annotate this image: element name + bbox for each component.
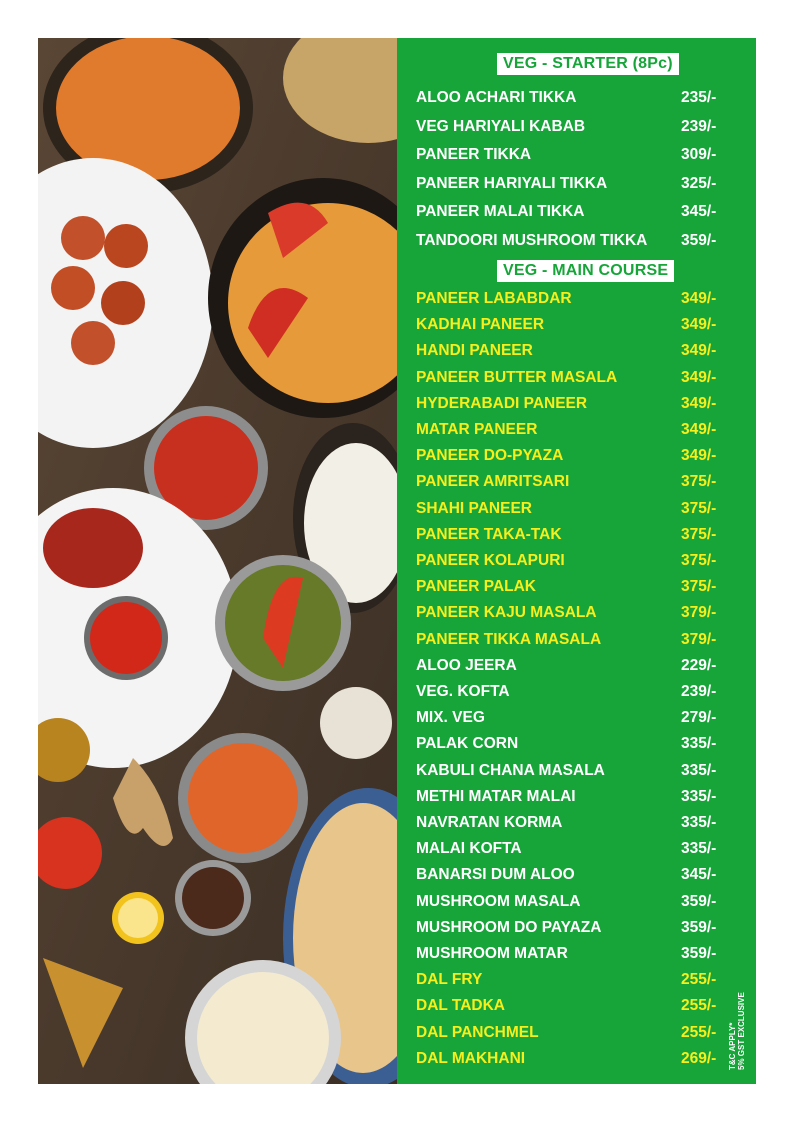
menu-item-name: MUSHROOM MASALA bbox=[416, 892, 581, 910]
menu-item bbox=[416, 733, 720, 755]
food-photo-panel bbox=[38, 38, 397, 1084]
terms-note bbox=[728, 992, 746, 1070]
menu-item-name: PANEER TAKA-TAK bbox=[416, 525, 562, 543]
menu-item-name: PANEER HARIYALI TIKKA bbox=[416, 174, 608, 192]
menu-item bbox=[416, 201, 720, 223]
menu-item-price: 255/- bbox=[681, 1023, 717, 1041]
menu-item-name: ALOO ACHARI TIKKA bbox=[416, 89, 577, 106]
menu-item bbox=[416, 230, 720, 252]
menu-item-price: 349/- bbox=[681, 447, 717, 465]
menu-item-price: 279/- bbox=[681, 709, 717, 727]
menu-item bbox=[416, 87, 720, 109]
menu-item-price: 359/- bbox=[681, 232, 717, 249]
menu-item-name: KABULI CHANA MASALA bbox=[416, 761, 605, 779]
menu-item bbox=[416, 550, 720, 572]
menu-item-price: 379/- bbox=[681, 604, 717, 622]
menu-item bbox=[416, 917, 720, 939]
menu-item-price: 335/- bbox=[681, 840, 717, 858]
menu-item-name: DAL MAKHANI bbox=[416, 1049, 526, 1067]
menu-item-name: VEG HARIYALI KABAB bbox=[416, 117, 586, 135]
menu-item-name: PANEER KAJU MASALA bbox=[416, 604, 597, 622]
menu-item-price: 255/- bbox=[681, 997, 717, 1015]
menu-item bbox=[416, 524, 720, 546]
menu-item bbox=[416, 314, 720, 336]
food-illustration bbox=[38, 38, 397, 1084]
menu-item-price: 375/- bbox=[681, 552, 717, 569]
menu-item bbox=[416, 969, 720, 991]
menu-item bbox=[416, 602, 720, 624]
menu-item bbox=[416, 471, 720, 493]
menu-item-name: PANEER TIKKA bbox=[416, 146, 532, 164]
menu-item-price: 345/- bbox=[681, 203, 717, 221]
menu-item-name: KADHAI PANEER bbox=[416, 316, 545, 334]
menu-item-price: 349/- bbox=[681, 368, 717, 386]
menu-item-name: MALAI KOFTA bbox=[416, 840, 522, 858]
menu-item bbox=[416, 786, 720, 808]
menu-item-price: 359/- bbox=[681, 892, 717, 910]
menu-item-name: PANEER PALAK bbox=[416, 578, 536, 596]
menu-item bbox=[416, 681, 720, 703]
menu-item bbox=[416, 1048, 720, 1070]
menu-item bbox=[416, 655, 720, 677]
menu-item-name: HYDERABADI PANEER bbox=[416, 394, 588, 412]
menu-item bbox=[416, 116, 720, 138]
menu-item-name: BANARSI DUM ALOO bbox=[416, 866, 575, 884]
menu-item bbox=[416, 943, 720, 965]
menu-item-price: 349/- bbox=[681, 342, 717, 360]
menu-item bbox=[416, 340, 720, 362]
menu-item-price: 239/- bbox=[681, 117, 717, 135]
menu-item-price: 375/- bbox=[681, 499, 717, 517]
menu-item-price: 349/- bbox=[681, 316, 717, 334]
menu-panel bbox=[397, 38, 756, 1084]
menu-item-name: DAL TADKA bbox=[416, 997, 505, 1015]
menu-item-name: PANEER DO-PYAZA bbox=[416, 447, 564, 465]
gst-note: 5% GST EXCLUSIVE bbox=[737, 992, 746, 1070]
menu-item-price: 229/- bbox=[681, 656, 717, 674]
menu-item-name: HANDI PANEER bbox=[416, 342, 533, 360]
menu-item-name: DAL PANCHMEL bbox=[416, 1023, 539, 1041]
menu-item-price: 349/- bbox=[681, 394, 717, 412]
menu-item bbox=[416, 498, 720, 520]
menu-item-name: PALAK CORN bbox=[416, 735, 519, 753]
menu-item bbox=[416, 864, 720, 886]
tc-note: T&C APPLY* bbox=[728, 1022, 737, 1070]
menu-item-name: METHI MATAR MALAI bbox=[416, 787, 576, 805]
menu-item-name: NAVRATAN KORMA bbox=[416, 814, 563, 831]
menu-item-name: ALOO JEERA bbox=[416, 656, 517, 674]
menu-item bbox=[416, 760, 720, 782]
menu-item-price: 269/- bbox=[681, 1049, 717, 1067]
menu-item-price: 335/- bbox=[681, 787, 717, 805]
menu-item-name: MUSHROOM DO PAYAZA bbox=[416, 918, 602, 936]
menu-item-price: 335/- bbox=[681, 761, 717, 779]
menu-item bbox=[416, 995, 720, 1017]
menu-item bbox=[416, 367, 720, 389]
menu-item bbox=[416, 838, 720, 860]
menu-item-name: MIX. VEG bbox=[416, 709, 485, 727]
menu-item-name: PANEER LABABDAR bbox=[416, 290, 572, 307]
menu-item-price: 335/- bbox=[681, 735, 717, 753]
menu-item bbox=[416, 288, 720, 310]
menu-item-price: 255/- bbox=[681, 971, 717, 989]
section-header: VEG - MAIN COURSE bbox=[497, 260, 674, 282]
menu-item bbox=[416, 629, 720, 651]
menu-item-price: 309/- bbox=[681, 146, 717, 164]
menu-item-price: 379/- bbox=[681, 630, 717, 648]
menu-item-price: 349/- bbox=[681, 421, 717, 438]
menu-item bbox=[416, 812, 720, 834]
menu-item bbox=[416, 707, 720, 729]
menu-item-price: 335/- bbox=[681, 814, 717, 831]
menu-item bbox=[416, 891, 720, 913]
menu-item-price: 239/- bbox=[681, 683, 717, 700]
menu-item-price: 325/- bbox=[681, 174, 717, 192]
menu-item-price: 345/- bbox=[681, 866, 717, 884]
menu-item bbox=[416, 173, 720, 195]
menu-item bbox=[416, 393, 720, 415]
menu-item-price: 349/- bbox=[681, 290, 717, 307]
menu-item-name: VEG. KOFTA bbox=[416, 683, 510, 700]
menu-item bbox=[416, 144, 720, 166]
menu-item-name: PANEER AMRITSARI bbox=[416, 473, 570, 491]
menu-item-price: 359/- bbox=[681, 945, 717, 962]
menu-item-price: 359/- bbox=[681, 918, 717, 936]
menu-item-name: DAL FRY bbox=[416, 971, 483, 989]
menu-item-name: MATAR PANEER bbox=[416, 421, 538, 438]
menu-item-name: TANDOORI MUSHROOM TIKKA bbox=[416, 232, 648, 249]
menu-item-name: PANEER BUTTER MASALA bbox=[416, 368, 618, 386]
section-header: VEG - STARTER (8Pc) bbox=[497, 53, 679, 75]
menu-item-name: SHAHI PANEER bbox=[416, 499, 532, 517]
menu-item-price: 235/- bbox=[681, 89, 717, 106]
menu-item-name: MUSHROOM MATAR bbox=[416, 945, 568, 962]
menu-item bbox=[416, 419, 720, 441]
menu-item-name: PANEER KOLAPURI bbox=[416, 552, 565, 569]
menu-item-price: 375/- bbox=[681, 473, 717, 491]
menu-item-price: 375/- bbox=[681, 578, 717, 596]
menu-item-name: PANEER TIKKA MASALA bbox=[416, 630, 602, 648]
menu-item bbox=[416, 445, 720, 467]
menu-item-name: PANEER MALAI TIKKA bbox=[416, 203, 585, 221]
menu-item bbox=[416, 1022, 720, 1044]
menu-item-price: 375/- bbox=[681, 525, 717, 543]
menu-item bbox=[416, 576, 720, 598]
